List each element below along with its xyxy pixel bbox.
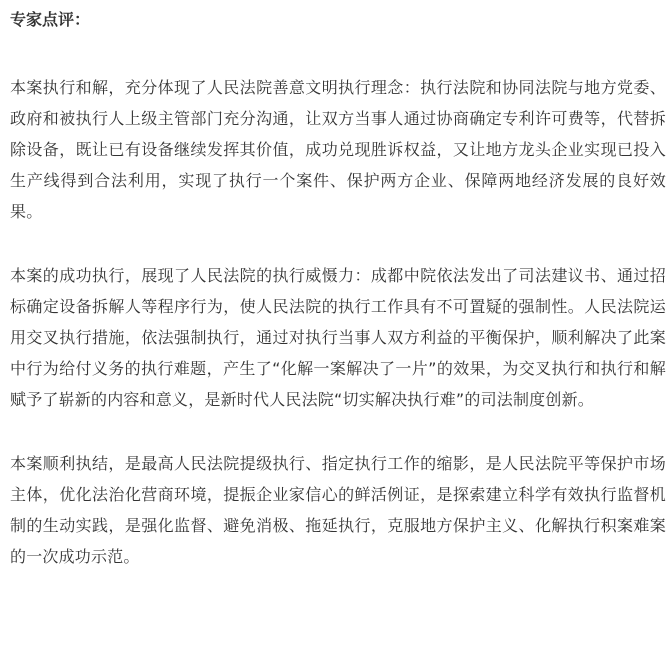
paragraph-1: 本案执行和解，充分体现了人民法院善意文明执行理念：执行法院和协同法院与地方党委、政府和被执行人上级主管部门充分沟通，让双方当事人通过协商确定专利许可费等，代替拆除设备，既让已有设备继续发挥其价值，成功兑现胜诉权益，又让地方龙头企业实现已投入生产线得到合法利用，实现了执行一个案件、保护两方企业、保障两地经济发展的良好效果。 <box>10 78 666 221</box>
section-heading: 专家点评： <box>10 10 91 29</box>
paragraph-3: 本案顺利执结，是最高人民法院提级执行、指定执行工作的缩影，是人民法院平等保护市场主体，优化法治化营商环境，提振企业家信心的鲜活例证，是探索建立科学有效执行监督机制的生动实践，是强化监督、避免消极、拖延执行，克服地方保护主义、化解执行积案难案的一次成功示范。 <box>10 454 666 566</box>
article-body <box>10 0 666 572</box>
paragraph-2: 本案的成功执行，展现了人民法院的执行威慑力：成都中院依法发出了司法建议书、通过招标确定设备拆解人等程序行为，使人民法院的执行工作具有不可置疑的强制性。人民法院运用交叉执行措施，依法强制执行，通过对执行当事人双方利益的平衡保护，顺利解决了此案中行为给付义务的执行难题，产生了“化解一案解决了一片”的效果，为交叉执行和执行和解赋予了崭新的内容和意义，是新时代人民法院“切实解决执行难”的司法制度创新。 <box>10 266 666 409</box>
